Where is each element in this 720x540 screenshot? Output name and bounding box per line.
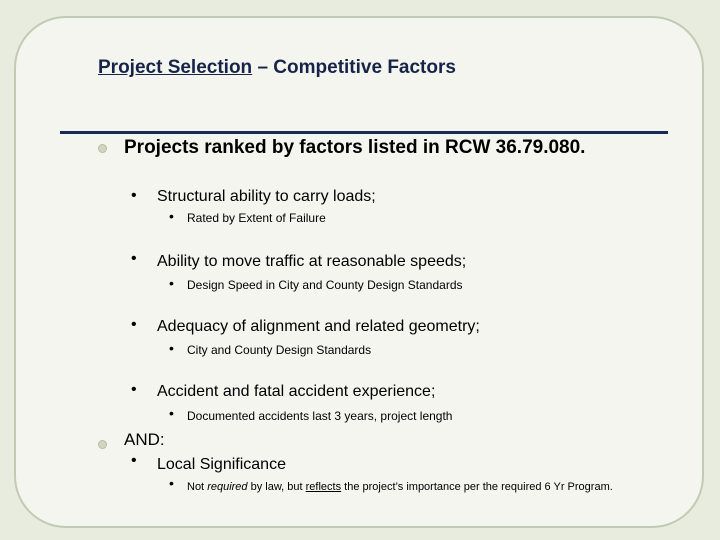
detail-part: Not xyxy=(187,481,208,493)
subpoint-3-text: Adequacy of alignment and related geometry; xyxy=(157,318,480,335)
level2-bullet: • xyxy=(131,250,137,267)
level3-bullet: • xyxy=(169,405,174,421)
point-1-text: Projects ranked by factors listed in RCW 36.79.080. xyxy=(124,137,586,158)
level2-bullet: • xyxy=(131,187,137,204)
level3-bullet: • xyxy=(169,340,174,356)
level2-bullet: • xyxy=(131,452,137,469)
subpoint-3-detail: City and County Design Standards xyxy=(187,343,372,357)
subpoint-5-text: Local Significance xyxy=(157,456,286,473)
level3-bullet: • xyxy=(169,475,174,491)
subpoint-2-detail: Design Speed in City and County Design Standards xyxy=(187,278,463,292)
detail-part: the project’s importance per the required 6 Yr Program. xyxy=(341,481,613,493)
subpoint-4-detail: Documented accidents last 3 years, project length xyxy=(187,409,453,423)
detail-part: by law, but xyxy=(247,481,306,493)
subpoint-2-text: Ability to move traffic at reasonable speeds; xyxy=(157,253,467,270)
title-rest: – Competitive Factors xyxy=(252,57,456,78)
slide-frame xyxy=(14,16,704,528)
title-divider xyxy=(60,131,668,134)
subpoint-1-text: Structural ability to carry loads; xyxy=(157,188,376,205)
detail-part-underlined: reflects xyxy=(305,481,342,493)
subpoint-1-detail: Rated by Extent of Failure xyxy=(187,211,326,225)
detail-part-emphasis: required xyxy=(207,481,248,493)
level3-bullet: • xyxy=(169,208,174,224)
level2-bullet: • xyxy=(131,381,137,398)
subpoint-4-text: Accident and fatal accident experience; xyxy=(157,383,436,400)
level1-bullet xyxy=(98,144,107,153)
subpoint-5-detail xyxy=(187,481,613,493)
level2-bullet: • xyxy=(131,316,137,333)
point-2-text: AND: xyxy=(124,430,165,449)
level3-bullet: • xyxy=(169,275,174,291)
title-underlined: Project Selection xyxy=(98,57,253,78)
slide-title xyxy=(98,57,456,79)
level1-bullet xyxy=(98,440,107,449)
